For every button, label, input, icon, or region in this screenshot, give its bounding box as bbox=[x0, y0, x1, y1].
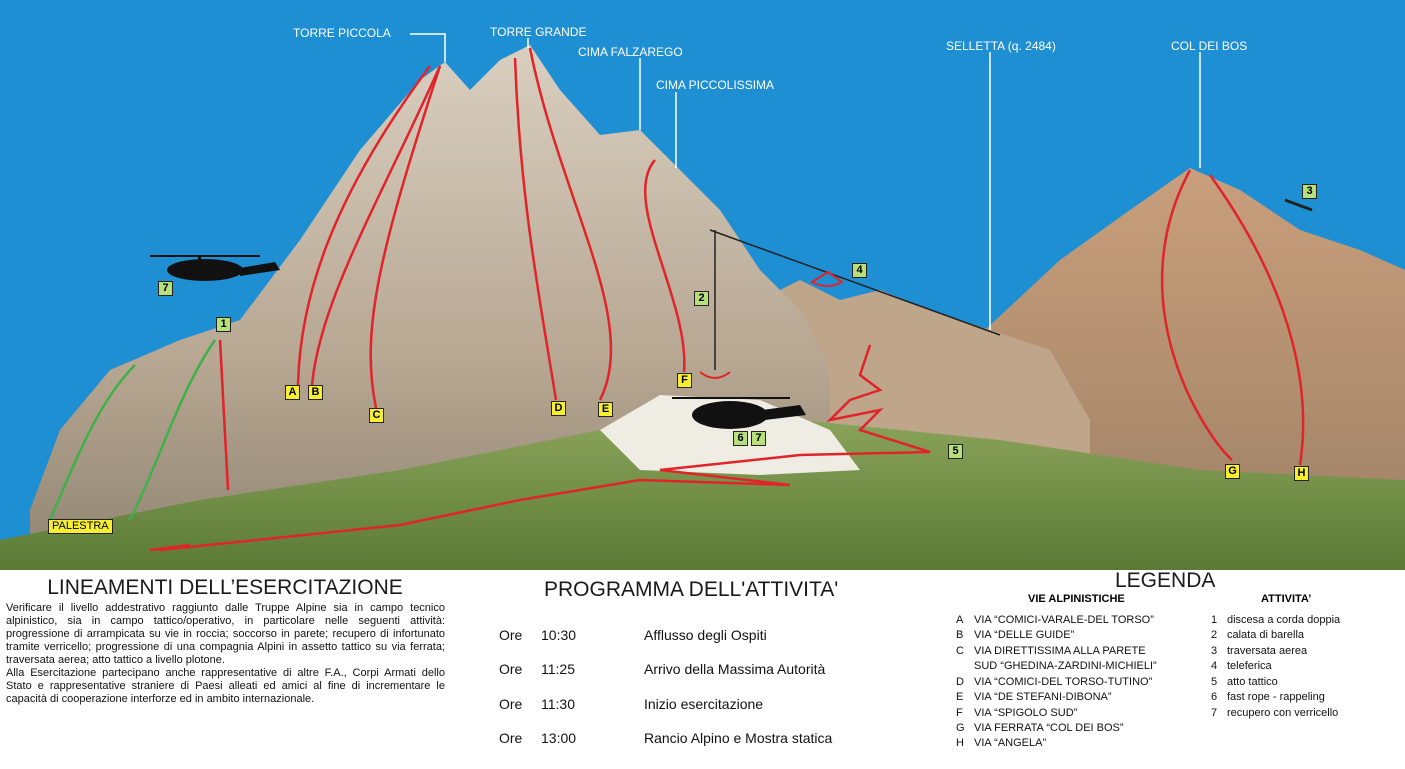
legend-activity-label: traversata aerea bbox=[1227, 645, 1308, 657]
activity-marker-7: 7 bbox=[158, 281, 173, 296]
legend-route-label: SUD “GHEDINA-ZARDINI-MICHIELI” bbox=[974, 660, 1157, 672]
programma-ore: Ore bbox=[499, 627, 523, 643]
legend-key: F bbox=[956, 707, 963, 719]
legend-key: G bbox=[956, 722, 965, 734]
programma-ore: Ore bbox=[499, 661, 523, 677]
programma-event: Arrivo della Massima Autorità bbox=[644, 661, 826, 677]
route-marker-D: D bbox=[551, 401, 566, 416]
programma-event: Inizio esercitazione bbox=[644, 696, 764, 712]
legend-key: 7 bbox=[1211, 707, 1218, 719]
lineamenti-panel bbox=[0, 570, 450, 706]
activity-marker-6: 6 bbox=[733, 431, 748, 446]
legend-key: 3 bbox=[1211, 645, 1218, 657]
route-marker-G: G bbox=[1225, 464, 1240, 479]
legend-key: 2 bbox=[1211, 629, 1218, 641]
route-marker-B: B bbox=[308, 385, 323, 400]
activity-marker-1: 1 bbox=[216, 317, 231, 332]
legend-route-label: VIA “SPIGOLO SUD” bbox=[974, 707, 1078, 719]
peak-label-cima-falzarego: CIMA FALZAREGO bbox=[578, 45, 683, 59]
legend-activity-label: discesa a corda doppia bbox=[1227, 614, 1341, 626]
legend-activity-label: atto tattico bbox=[1227, 676, 1278, 688]
programma-time: 13:00 bbox=[541, 730, 577, 746]
legend-key: 5 bbox=[1211, 676, 1218, 688]
palestra-label: PALESTRA bbox=[48, 519, 113, 534]
legend-route-label: VIA “COMICI-VARALE-DEL TORSO” bbox=[974, 614, 1154, 626]
legend-route-label: VIA FERRATA “COL DEI BOS” bbox=[974, 722, 1124, 734]
legend-key: 6 bbox=[1211, 691, 1218, 703]
legend-route-label: VIA “ANGELA” bbox=[974, 737, 1047, 749]
peak-label-torre-grande: TORRE GRANDE bbox=[490, 25, 587, 39]
legend-route-label: VIA “COMICI-DEL TORSO-TUTINO” bbox=[974, 676, 1153, 688]
route-marker-E: E bbox=[598, 402, 613, 417]
peak-label-selletta: SELLETTA (q. 2484) bbox=[946, 39, 1056, 53]
programma-title: PROGRAMMA DELL'ATTIVITA' bbox=[544, 578, 839, 601]
route-marker-C: C bbox=[369, 408, 384, 423]
route-marker-A: A bbox=[285, 385, 300, 400]
legend-route-label: VIA “DE STEFANI-DIBONA” bbox=[974, 691, 1112, 703]
route-marker-H: H bbox=[1294, 466, 1309, 481]
legend-key: H bbox=[956, 737, 964, 749]
programma-event: Rancio Alpino e Mostra statica bbox=[644, 730, 833, 746]
activity-marker-2: 2 bbox=[694, 291, 709, 306]
programma-time: 11:30 bbox=[541, 696, 575, 712]
programma-time: 10:30 bbox=[541, 627, 577, 643]
programma-panel bbox=[490, 570, 930, 769]
legend-key: 4 bbox=[1211, 660, 1218, 672]
route-marker-F: F bbox=[677, 373, 692, 388]
legend-key: E bbox=[956, 691, 964, 703]
legenda-title: LEGENDA bbox=[1115, 569, 1216, 592]
lineamenti-title: LINEAMENTI DELL’ESERCITAZIONE bbox=[47, 576, 403, 599]
legend-route-label: VIA “DELLE GUIDE” bbox=[974, 629, 1075, 641]
legend-key: A bbox=[956, 614, 964, 626]
legenda-panel bbox=[950, 570, 1400, 769]
programma-ore: Ore bbox=[499, 730, 523, 746]
legend-key: C bbox=[956, 645, 964, 657]
programma-ore: Ore bbox=[499, 696, 523, 712]
peak-label-torre-piccola: TORRE PICCOLA bbox=[293, 26, 391, 40]
legend-activity-label: fast rope - rappeling bbox=[1227, 691, 1325, 703]
programma-event: Afflusso degli Ospiti bbox=[644, 627, 767, 643]
peak-label-cima-piccolissima: CIMA PICCOLISSIMA bbox=[656, 78, 775, 92]
activity-marker-7: 7 bbox=[751, 431, 766, 446]
lineamenti-paragraph-2: Alla Esercitazione partecipano anche rappresentative di altre F.A., Corpi Armati dello Stato e rappresentative straniere di Paesi alleati ed amici al fine di incrementare le capacità di cooperazione interforze ed in ambito internazionale. bbox=[6, 667, 445, 705]
legend-activity-label: teleferica bbox=[1227, 660, 1272, 672]
lineamenti-paragraph-1: Verificare il livello addestrativo raggiunto dalle Truppe Alpine sia in campo tecnico alpinistico, sia in campo tattico/operativo, in particolare nelle seguenti attività: progressione di arrampicata su vie in roccia; soccorso in parete; recupero di infortunato tramite verricello; progressione di una compagnia Alpini in assetto tattico su via ferrata; traversata aerea; atto tattico a livello plotone. bbox=[6, 602, 445, 666]
legenda-vie-title: VIE ALPINISTICHE bbox=[1028, 593, 1125, 605]
activity-marker-4: 4 bbox=[852, 263, 867, 278]
legend-key: B bbox=[956, 629, 964, 641]
legend-route-label: VIA DIRETTISSIMA ALLA PARETE bbox=[974, 645, 1146, 657]
legend-activity-label: calata di barella bbox=[1227, 629, 1305, 641]
peak-label-col-dei-bos: COL DEI BOS bbox=[1171, 39, 1248, 53]
activity-marker-5: 5 bbox=[948, 444, 963, 459]
activity-marker-3: 3 bbox=[1302, 184, 1317, 199]
legend-key: D bbox=[956, 676, 964, 688]
programma-time: 11:25 bbox=[541, 661, 575, 677]
legend-key: 1 bbox=[1211, 614, 1218, 626]
legend-activity-label: recupero con verricello bbox=[1227, 707, 1339, 719]
legenda-attivita-title: ATTIVITA’ bbox=[1261, 593, 1312, 605]
